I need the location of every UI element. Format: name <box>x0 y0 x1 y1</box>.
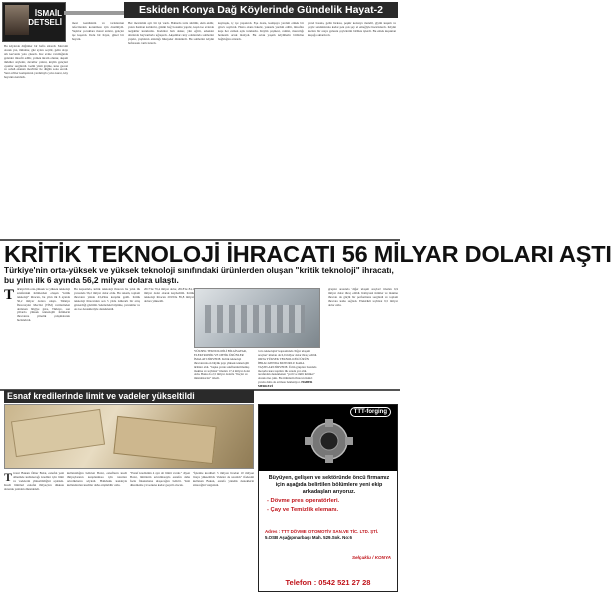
column-section <box>0 0 400 240</box>
job-advertisement[interactable] <box>258 404 398 592</box>
drop-cap: T <box>4 287 15 303</box>
esnaf-text-1: Ticaret Bakanı Ömer Bolat, esnafın yeni dönemde kullanacağı krediler için limit ve vadelerin yükseltildiğini açıkladı. Kredi limitleri esnafın ihtiyaçları dikkate alınarak yeniden düzenlendi. <box>4 470 64 491</box>
brand-logo: TTT-forging <box>350 407 391 417</box>
esnaf-headline: Esnaf kredilerinde limit ve vadeler yükseltildi <box>4 390 254 403</box>
author-photo <box>5 5 29 35</box>
column-text-3: Her mevsimin ayrı bir işi vardı. Baharda tarla sürülür, ekin ekilir, yazın harman kaldırılır, güzün bağ bozumu yapılır, kışın ise evlerde tezgahlar kurulurdu. Kadınlar halı dokur, yün eğirir, erkekler ahırlarda hayvanlarla uğraşırdı. Akşamları köy odalarında sohbetler yapılır, yaşlıların anlattığı hikayeler dinlenirdi. Bu sohbetler köyün hafızasını canlı tutardı. <box>128 21 214 45</box>
drop-cap: T <box>4 470 13 484</box>
article-text-7: 'orta teknolojisi' kapsamında 'diğer ulaşım araçları' imalatı da 6,9 milyar dolar ihraç edildi. ORTA YÜKSEK TEKNOLOJİLİ ÜRÜN İHRACATINDA MOTORLU KARA TAŞITLARI ZİRVEDE. Ürün grupları bazında motorlu kara taşıtları ilk sırada yer aldı. tarafından desteklenen "yerli ve milli ürünler" olarak öne çıktı. Bu ürünlerin ihracatı ikinci yarıda daha da artması bekleniyor. HABER MERKEZİ <box>258 349 318 389</box>
article-headline: KRİTİK TEKNOLOJİ İHRACATI 56 MİLYAR DOLARI AŞTI <box>4 241 612 267</box>
forged-part-icon <box>301 417 357 465</box>
column-title: Eskiden Konya Dağ Köylerinde Gündelik Hayat-2 <box>124 2 398 18</box>
banknote-shape <box>11 409 105 457</box>
esnaf-text-2: kullanıldığını belirten Bolat, esnafların kredi ihtiyaçlarının karşılanması için tutarları artırdıklarını söyledi. Halkbank kanalıyla kullandırılan krediler daha erişilebilir oldu. <box>67 471 127 487</box>
position-item: - Dövme pres operatörleri. <box>267 498 340 504</box>
article-text-1: T ürkiye'nin orta-yüksek ve yüksek teknoloji sınıfındaki ürünlerden oluşan "kritik teknoloji" ihracatı, bu yılın ilk 6 ayında 56,2 milyar dolara ulaştı. Türkiye İhracatçılar Meclisi (TİM) verilerinden derlenen bilgiye göre, Türkiye, son yıllarda yüksek teknolojili ürünlerin ihracatına yönelik çalışmalarını hızlandırdı. <box>4 287 70 323</box>
author-name: İSMAİL DETSELİ <box>28 9 62 27</box>
ad-banner <box>259 405 397 471</box>
author-box <box>2 2 66 42</box>
byline: HABER MERKEZİ <box>258 380 313 389</box>
column-text-2: mesi kendisinin ve tarlalarının tefecilerden korunması için önemliydi. Yaşlılar çocuklara masal anlatır, gençler işe koşardı. Dolu bir hayat, güzel bir hayattı. <box>72 21 124 41</box>
esnaf-body <box>4 472 254 592</box>
esnaf-text-3: "Esnaf kredisinin 4 ayrı alt limiti vardır." diyen Bolat, limitlerin artırılmasıyla esnafın daha fazla finansmana ulaşacağını belirtti. Yeni düzenleme yıl sonuna kadar geçerli olacak. <box>130 471 190 487</box>
position-list <box>267 497 395 515</box>
money-photo <box>4 404 254 469</box>
position-item: - Çay ve Temizlik elemanı. <box>267 507 339 513</box>
column-text-4: kaynaşık, iç içe yaşanırdı. Eşe dosta, komşuya yardım etmek bir görev sayılırdı. Hasta olana bakılır, yoksula yardım edilir, misafire kapı her zaman açık tutulurdu. Köyün çeşmesi, camisi, mezarlığı herkesin ortak malıydı. Bu ortak yaşam köylülerin birbirine bağlılığını artırırdı. <box>218 21 304 41</box>
photo-detail <box>205 305 305 333</box>
phone-link[interactable]: Telefon : 0542 521 27 28 <box>285 578 371 587</box>
ad-city: Selçuklu / KONYA <box>352 555 391 560</box>
street-address: 5.OSB Aşağıpınarbaşı Mah. 529.Sok. No:6 <box>265 535 352 540</box>
article-text-3: 2017'de 79,4 milyar dolar, 2018'de 84,1 milyar dolar olarak kaydedildi. Kritik teknoloji ihracatı 2019'da 85,8 milyar dolara yükseldi. <box>144 287 194 303</box>
banknote-shape <box>113 416 216 464</box>
article-text-4: YÜKSEK TEKNOLOJİLİ BİLGİSAYAR, ELEKTRONİK VE OPTİK ÜRÜNLER İMALATI ZİRVEDE. Kritik teknoloji ihracatında en büyük payı yüksek teknolojili ürünler aldı. "başka yerde sınıflandırılmamış makine ve teçhizat" imalatı 17,4 milyar dolar oldu. Bunu da 2,5 milyar dolarla "ilaçlar ve müstahzarlar" izledi. <box>194 349 250 381</box>
article-text-2: Bu kapsamda, kritik teknoloji ihracatı bu yılın ilk yarısında 56,2 milyar dolar oldu. Bu rakam, toplam ihracatın yüzde 43,4'üne karşılık geldi. Kritik teknoloji ihracatının son 5 yılda istikrarlı bir artış gösterdiği görüldü. Sektördeki büyüme, yatırımlar ve Ar-Ge destekleriyle desteklendi. <box>74 287 140 311</box>
column-text-5: yerel basına, gelin hırkası, peşkir kolonya mendil, giyim kuşam ve çeyiz sandıklarına kadar pek çok şey el emeğiyle hazırlanırdı. Köyün kızları bir araya gelerek çeyizlerini birlikte işlerdi. Bu emek kuşaktan kuşağa aktarılırdı. <box>308 21 396 37</box>
article-photo <box>194 288 320 348</box>
column-text-1: Bu köylerde düğünler bir hafta sürerdi. Mevsim olarak yaz, ilkbahar, güz ayları seçilir, gelin alayı atlı kervanla yola çıkardı. Kız evine varıldığında gelenler misafir edilir, yemek ikram olunur, akşam türküler söylenir, davullar çalınır, köyün gençleri oyunlar sergilerdi. Gelin yüzü görme, kına gecesi ve sabah okunan mevlitler ile düğün sona ererdi. Yeni evliler komşuların yardımıyla yuva kurar, köy hayatına katılırdı. <box>4 44 68 80</box>
ad-lead-text: Büyüyen, gelişen ve sektöründe öncü firmamız için aşağıda belirtilen bölümlere yeni ekip arkadaşları arıyoruz. <box>268 475 390 495</box>
ad-address <box>265 529 393 541</box>
esnaf-text-4: "İşletme kredileri 5 milyon liradan 10 milyon liraya yükseltildi. Vadeler de uzatıldı" ifadesini kullanan Bakan, esnafa yönelik desteklerin süreceğini vurguladı. <box>193 471 254 487</box>
article-text-6: gruplar arasında 'diğer ulaşım araçları' imalatı 6,9 milyar dolar ihraç edildi. Kimyasal ürünler ve makine ihracatı da güçlü bir performans sergiledi ve toplam ihracata katkı sağladı. Elektrikli teçhizat 9,5 milyar dolar oldu. <box>328 287 398 307</box>
article-subhead: Türkiye'nin orta-yüksek ve yüksek teknoloji sınıfındaki ürünlerden oluşan "kritik teknoloji" ihracatı, bu yılın ilk 6 ayında 56,2 milyar dolara ulaştı. <box>4 265 394 285</box>
company-address: Adres : TTT DÖVME OTOMOTİV SAN.VE TİC. LTD. ŞTİ. <box>265 529 379 534</box>
title-rule <box>64 11 124 15</box>
